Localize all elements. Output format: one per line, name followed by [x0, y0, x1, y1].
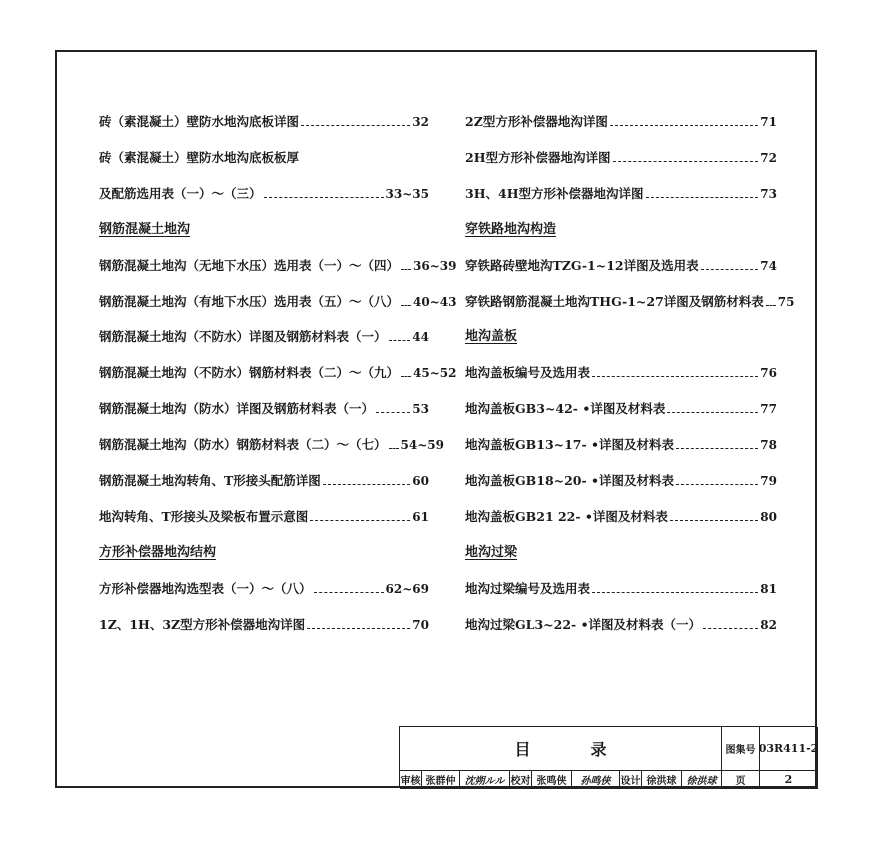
designer-name: 徐洪球 [642, 771, 682, 789]
toc-entry [99, 581, 429, 597]
designer-signature: 徐洪球 [682, 771, 722, 789]
toc-entry [465, 581, 777, 597]
toc-entry-title: 钢筋混凝土地沟转角、T形接头配筋详图 [99, 473, 321, 488]
toc-entry [465, 509, 777, 525]
toc-entry-page: 54~59 [400, 438, 444, 453]
toc-entry [99, 365, 457, 381]
title-block-title: 目录 [400, 727, 722, 771]
review-label: 审核 [400, 771, 422, 789]
toc-entry-title: 砖（素混凝土）壁防水地沟底板详图 [99, 114, 300, 129]
toc-entry-page: 82 [760, 617, 777, 632]
toc-entry-page: 33~35 [385, 186, 429, 201]
toc-entry-title: 地沟盖板GB18~20- •详图及材料表 [465, 473, 675, 488]
toc-entry-title: 地沟盖板GB21 22- •详图及材料表 [465, 508, 668, 524]
drawing-sheet [55, 50, 817, 788]
leader-line [676, 448, 758, 449]
atlas-number: 03R411-2 [760, 727, 818, 771]
toc-entry-title: 钢筋混凝土地沟（不防水）钢筋材料表（二）～（九） [99, 365, 400, 381]
check-label: 校对 [510, 771, 532, 789]
toc-entry-title: 地沟盖板编号及选用表 [465, 365, 591, 381]
page-label: 页 [722, 771, 760, 789]
toc-entry-title: 钢筋混凝土地沟（防水）钢筋材料表（二）～（七） [99, 437, 387, 453]
toc-entry-page: 61 [412, 509, 429, 524]
toc-entry [99, 329, 429, 345]
leader-line [376, 412, 410, 413]
toc-entry-title: 方形补偿器地沟选型表（一）～（八） [99, 580, 312, 596]
toc-entry [465, 186, 777, 202]
toc-entry-title: 钢筋混凝土地沟（防水）详图及钢筋材料表（一） [99, 401, 375, 417]
toc-entry-page: 72 [760, 150, 777, 165]
toc-entry [99, 401, 429, 417]
section-heading: 地沟盖板 [465, 329, 518, 345]
toc-entry-title: 地沟过梁编号及选用表 [465, 580, 591, 596]
section-heading: 地沟过梁 [465, 544, 518, 560]
toc-entry [99, 509, 429, 525]
toc-entry-page: 71 [760, 115, 777, 129]
section-heading: 穿铁路地沟构造 [465, 221, 557, 237]
toc-entry-title: 地沟转角、T形接头及梁板布置示意图 [99, 508, 309, 524]
toc-entry [465, 293, 795, 310]
toc-entry [465, 401, 777, 417]
toc-entry [465, 114, 777, 130]
toc-entry-title: 穿铁路砖壁地沟TZG-1~12详图及选用表 [465, 257, 699, 273]
toc-entry [99, 186, 429, 202]
leader-line [613, 161, 759, 162]
toc-entry-title: 钢筋混凝土地沟（不防水）详图及钢筋材料表（一） [99, 329, 387, 345]
toc-entry-page: 36~39 [413, 258, 457, 273]
toc-entry [465, 365, 777, 381]
toc-entry-title: 2Z型方形补偿器地沟详图 [465, 114, 608, 129]
leader-line [592, 376, 758, 377]
toc-entry [99, 114, 429, 130]
leader-line [307, 628, 410, 629]
toc-entry-page: 78 [760, 438, 777, 453]
toc-entry-page: 81 [760, 581, 777, 596]
toc-entry-page: 77 [760, 402, 777, 417]
toc-entry [465, 617, 777, 633]
toc-entry-page: 62~69 [385, 581, 429, 596]
design-label: 设计 [620, 771, 642, 789]
toc-entry-title: 3H、4H型方形补偿器地沟详图 [465, 185, 644, 201]
toc-entry-page: 60 [412, 474, 429, 488]
toc-entry-page: 74 [760, 258, 777, 273]
toc-entry-title: 穿铁路钢筋混凝土地沟THG-1~27详图及钢筋材料表 [465, 293, 764, 309]
toc-entry [465, 258, 777, 274]
toc-entry-page: 80 [760, 509, 777, 524]
leader-line [401, 305, 411, 306]
checker-signature: 孙鸣侠 [572, 771, 620, 789]
toc-entry-page: 40~43 [413, 294, 457, 309]
leader-line [670, 520, 758, 521]
toc-entry-page: 32 [412, 115, 429, 129]
checker-name: 张鸣侠 [532, 771, 572, 789]
toc-entry-title: 地沟过梁GL3~22- •详图及材料表（一） [465, 616, 702, 632]
leader-line [323, 484, 410, 485]
toc-entry [99, 293, 457, 310]
leader-line [610, 125, 758, 126]
toc-entry [99, 617, 429, 633]
toc-entry-page: 70 [412, 617, 429, 632]
toc-entry-title: 2H型方形补偿器地沟详图 [465, 149, 611, 165]
toc-entry [465, 473, 777, 489]
toc-entry-title: 钢筋混凝土地沟（无地下水压）选用表（一）～（四） [99, 257, 400, 273]
leader-line [592, 592, 758, 593]
toc-entry-page: 53 [412, 402, 429, 417]
page-number: 2 [760, 771, 818, 789]
toc-entry-title: 1Z、1H、3Z型方形补偿器地沟详图 [99, 616, 306, 632]
toc-entry-page: 45~52 [413, 366, 457, 381]
toc-entry-title: 地沟盖板GB3~42- •详图及材料表 [465, 401, 666, 417]
leader-line [667, 412, 758, 413]
toc-entry-page: 76 [760, 366, 777, 381]
leader-line [646, 197, 759, 198]
leader-line [264, 197, 384, 198]
toc-entry-title: 钢筋混凝土地沟（有地下水压）选用表（五）～（八） [99, 293, 400, 309]
toc-entry-page: 44 [412, 330, 429, 345]
leader-line [401, 269, 411, 270]
toc-entry-title: 砖（素混凝土）壁防水地沟底板板厚 [99, 149, 300, 165]
toc-entry [99, 437, 444, 453]
leader-line [314, 592, 384, 593]
toc-entry [465, 437, 777, 453]
atlas-label: 图集号 [722, 727, 760, 771]
leader-line [676, 484, 758, 485]
leader-line [766, 305, 776, 306]
leader-line [389, 448, 399, 449]
toc-entry [99, 150, 429, 166]
leader-line [301, 125, 410, 126]
toc-entry [465, 150, 777, 166]
title-block [399, 726, 817, 788]
leader-line [389, 340, 411, 341]
leader-line [703, 628, 758, 629]
section-heading: 钢筋混凝土地沟 [99, 221, 191, 237]
toc-entry-page: 75 [777, 294, 795, 309]
leader-line [401, 376, 411, 377]
toc-entry-page: 73 [760, 186, 777, 201]
toc-entry-page: 79 [760, 474, 777, 488]
toc-entry [99, 473, 429, 489]
reviewer-name: 张群仲 [422, 771, 460, 789]
toc-entry [99, 257, 457, 274]
leader-line [310, 520, 410, 521]
toc-entry-title: 及配筋选用表（一）～（三） [99, 185, 262, 201]
toc-entry-title: 地沟盖板GB13~17- •详图及材料表 [465, 437, 675, 453]
leader-line [701, 269, 759, 270]
reviewer-signature: 沈朔ルル [460, 771, 510, 789]
section-heading: 方形补偿器地沟结构 [99, 544, 217, 560]
